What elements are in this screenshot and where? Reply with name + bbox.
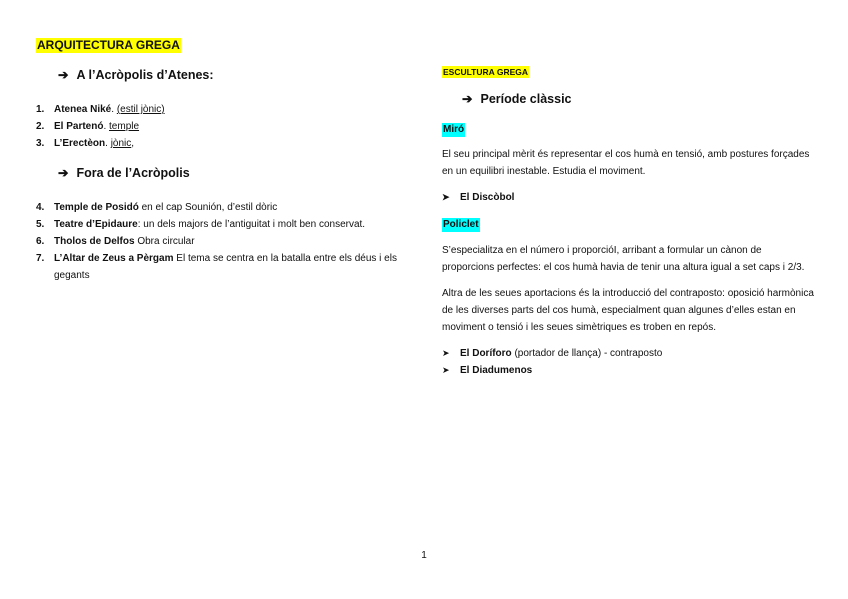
item-number: 7. — [36, 253, 45, 264]
left-column — [36, 36, 408, 284]
label-policlet: Policlet — [443, 219, 479, 230]
label-miro: Miró — [443, 124, 465, 135]
list-item — [36, 199, 408, 216]
heading-arquitectura: ARQUITECTURA GREGA — [37, 38, 180, 52]
item-number: 4. — [36, 202, 45, 213]
item-detail: (estil jònic) — [116, 104, 165, 115]
paragraph-miro: El seu principal mèrit és representar el cos humà en tensió, amb postures forçades en un equilibri inestable. Estudia el moviment. — [442, 149, 810, 177]
paragraph-policlet-1: S’especialitza en el número i proporcióI, arribant a formular un cànon de proporcions perfectes: el cos humà havia de tenir una altura igual a set caps i 2/3. — [442, 245, 805, 273]
subheading-fora-acropolis — [58, 165, 408, 182]
item-rest: Obra circular — [134, 236, 195, 247]
subheading-acropolis — [58, 67, 408, 84]
item-rest: El tema se centra en la batalla entre els déus i els gegants — [54, 253, 397, 281]
bullet-name: El Doríforo — [460, 348, 512, 359]
list-item — [36, 101, 408, 118]
item-sep: . — [105, 138, 111, 149]
item-number: 3. — [36, 138, 45, 149]
item-tail: , — [131, 138, 135, 149]
item-rest: : un dels majors de l’antiguitat i molt ben conservat. — [137, 219, 366, 230]
subheading-acropolis-text: A l’Acròpolis d’Atenes: — [76, 68, 214, 82]
item-name: L’Altar de Zeus a Pèrgam — [54, 253, 174, 264]
list-item — [36, 233, 408, 250]
item-name: Teatre d’Epidaure — [54, 219, 138, 230]
bullet-name: El Diadumenos — [460, 365, 533, 376]
bullet-rest: (portador de llança) - contraposto — [511, 348, 663, 359]
subheading-fora-text: Fora de l’Acròpolis — [76, 166, 190, 180]
item-name: Tholos de Delfos — [54, 236, 135, 247]
triangle-bullet-icon: ➤ — [442, 348, 450, 358]
arrow-icon: ➔ — [58, 166, 69, 180]
list-fora — [36, 199, 408, 284]
bullet-item — [442, 345, 814, 362]
paragraph-policlet-2: Altra de les seues aportacions és la introducció del contraposto: oposició harmònica de les diverses parts del cos humà, especialment quan algunes d’elles estan en moviment o tensió i les seues simètriques es troben en repós. — [442, 288, 814, 333]
list-item — [36, 216, 408, 233]
item-name: Atenea Niké — [54, 104, 112, 115]
item-rest: en el cap Sounión, d’estil dòric — [138, 202, 278, 213]
right-column — [442, 62, 814, 379]
item-name: El Partenó — [54, 121, 104, 132]
list-item — [36, 118, 408, 135]
list-item — [36, 250, 408, 284]
subheading-periode — [462, 91, 814, 108]
triangle-bullet-icon: ➤ — [442, 192, 450, 202]
item-number: 2. — [36, 121, 45, 132]
list-item — [36, 135, 408, 152]
item-detail: jònic — [110, 138, 132, 149]
bullet-item — [442, 362, 814, 379]
item-number: 1. — [36, 104, 45, 115]
item-number: 6. — [36, 236, 45, 247]
arrow-icon: ➔ — [462, 92, 473, 106]
page-number: 1 — [421, 550, 427, 561]
arrow-icon: ➔ — [58, 68, 69, 82]
item-name: L’Erectèon — [54, 138, 106, 149]
bullet-item — [442, 189, 814, 206]
item-sep: . — [103, 121, 110, 132]
bullet-text: El Discòbol — [460, 192, 515, 203]
heading-escultura: ESCULTURA GREGA — [443, 67, 528, 77]
triangle-bullet-icon: ➤ — [442, 365, 450, 375]
item-detail: temple — [109, 121, 140, 132]
item-name: Temple de Posidó — [54, 202, 139, 213]
subheading-periode-text: Període clàssic — [480, 92, 572, 106]
list-acropolis — [36, 101, 408, 152]
item-number: 5. — [36, 219, 45, 230]
item-sep: . — [111, 104, 117, 115]
